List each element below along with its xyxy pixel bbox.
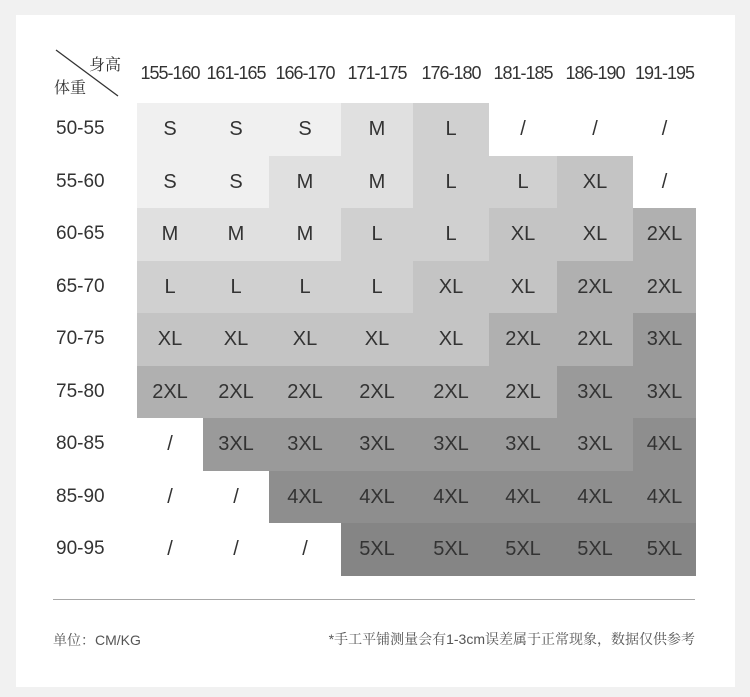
size-cell: L — [489, 156, 557, 208]
size-cell: XL — [413, 313, 489, 366]
size-cell: L — [203, 261, 269, 313]
size-cell: 2XL — [633, 208, 696, 261]
size-cell: L — [137, 261, 203, 313]
size-cell: 2XL — [557, 313, 633, 366]
size-cell: XL — [341, 313, 413, 366]
size-cell: 3XL — [557, 366, 633, 418]
size-cell: 3XL — [413, 418, 489, 471]
size-cell: XL — [203, 313, 269, 366]
height-column-header: 176-180 — [421, 63, 481, 83]
size-cell: 2XL — [489, 366, 557, 418]
height-column-header: 166-170 — [275, 63, 335, 83]
size-cell: 3XL — [633, 313, 696, 366]
size-cell: M — [269, 208, 341, 261]
size-cell: XL — [269, 313, 341, 366]
weight-row-header: 85-90 — [56, 486, 105, 507]
size-cell: M — [137, 208, 203, 261]
weight-row-header: 80-85 — [56, 433, 105, 454]
weight-row-header: 60-65 — [56, 223, 105, 244]
size-cell: 2XL — [633, 261, 696, 313]
size-cell: 2XL — [203, 366, 269, 418]
height-column-header: 181-185 — [493, 63, 553, 83]
measurement-note: *手工平铺测量会有1-3cm误差属于正常现象，数据仅供参考 — [328, 631, 695, 647]
weight-row-header: 90-95 — [56, 538, 105, 559]
weight-axis-label: 体重 — [54, 80, 87, 97]
size-cell: M — [341, 156, 413, 208]
size-cell: / — [661, 118, 668, 140]
weight-row-header: 55-60 — [56, 171, 105, 192]
size-cell: 3XL — [203, 418, 269, 471]
size-cell: / — [167, 433, 173, 455]
height-column-header: 161-165 — [206, 63, 266, 83]
size-cell: S — [137, 156, 203, 208]
size-cell: 4XL — [633, 471, 696, 523]
size-cell: 5XL — [557, 523, 633, 576]
size-cell: 5XL — [489, 523, 557, 576]
size-cell: / — [233, 538, 239, 560]
footer-divider — [53, 599, 695, 600]
size-cell: / — [233, 486, 239, 508]
size-cell: 4XL — [341, 471, 413, 523]
height-axis-label: 身高 — [88, 57, 121, 74]
size-cell: 5XL — [341, 523, 413, 576]
size-cell: 2XL — [269, 366, 341, 418]
size-cell: 3XL — [269, 418, 341, 471]
size-cell: 4XL — [489, 471, 557, 523]
height-column-header: 191-195 — [634, 63, 695, 83]
size-cell: L — [413, 103, 489, 156]
size-cell: 4XL — [633, 418, 696, 471]
size-cell: 3XL — [489, 418, 557, 471]
weight-row-header: 50-55 — [56, 118, 105, 139]
size-cell: XL — [137, 313, 203, 366]
size-cell: / — [302, 538, 308, 560]
size-cell: 2XL — [137, 366, 203, 418]
size-cell: XL — [489, 261, 557, 313]
size-cell: XL — [557, 156, 633, 208]
height-column-header: 155-160 — [140, 63, 200, 83]
unit-label: 单位：CM/KG — [53, 632, 141, 648]
size-cell: L — [341, 208, 413, 261]
size-cell: L — [413, 156, 489, 208]
weight-row-header: 70-75 — [56, 328, 105, 349]
size-cell: XL — [413, 261, 489, 313]
size-cell: / — [167, 486, 173, 508]
size-cell: 3XL — [633, 366, 696, 418]
size-cell: M — [203, 208, 269, 261]
size-cell: L — [413, 208, 489, 261]
size-cell: L — [341, 261, 413, 313]
size-cell: 3XL — [557, 418, 633, 471]
size-cell: 4XL — [269, 471, 341, 523]
size-cell: 3XL — [341, 418, 413, 471]
size-cell: 5XL — [413, 523, 489, 576]
size-cell: / — [167, 538, 173, 560]
size-cell: 2XL — [413, 366, 489, 418]
size-cell: M — [269, 156, 341, 208]
size-cell: S — [203, 156, 269, 208]
size-cell: 2XL — [557, 261, 633, 313]
size-cell: M — [341, 103, 413, 156]
size-cell: / — [592, 118, 598, 140]
size-cell: 4XL — [413, 471, 489, 523]
size-cell: 2XL — [489, 313, 557, 366]
size-cell: S — [203, 103, 269, 156]
size-cell: 4XL — [557, 471, 633, 523]
size-cell: / — [661, 171, 668, 193]
weight-row-header: 65-70 — [56, 276, 105, 297]
size-cell: S — [137, 103, 203, 156]
table-corner-header — [54, 48, 120, 98]
height-column-header: 186-190 — [565, 63, 625, 83]
size-cell: XL — [489, 208, 557, 261]
size-cell: 5XL — [633, 523, 696, 576]
size-cell: XL — [557, 208, 633, 261]
size-cell: / — [520, 118, 526, 140]
size-cell: 2XL — [341, 366, 413, 418]
size-cell: L — [269, 261, 341, 313]
size-cell: S — [269, 103, 341, 156]
height-column-header: 171-175 — [347, 63, 407, 83]
weight-row-header: 75-80 — [56, 381, 105, 402]
